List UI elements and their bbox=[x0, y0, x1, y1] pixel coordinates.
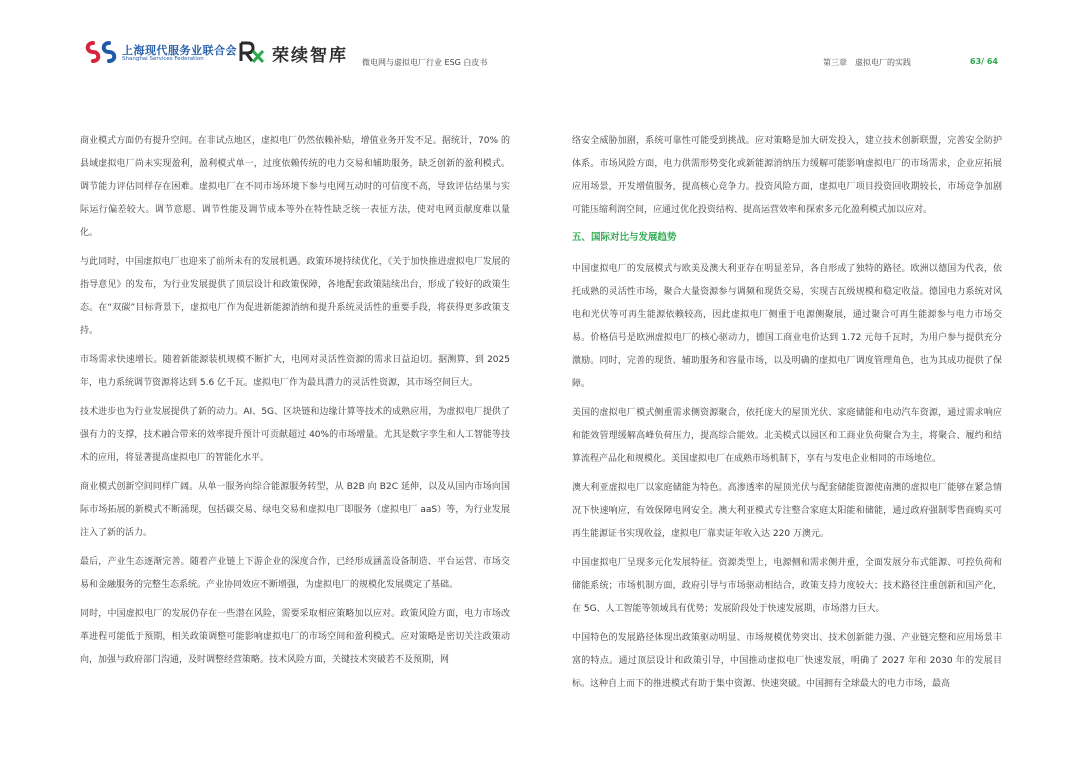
paragraph: 技术进步也为行业发展提供了新的动力。AI、5G、区块链和边缘计算等技术的成熟应用，为虚拟电厂提供了强有力的支撑，技术融合带来的效率提升预计可贡献超过 40%的市场增量。尤其是数字孪生和人工智能等技术的应用，将显著提高虚拟电厂的智能化水平。 bbox=[80, 407, 510, 463]
paragraph: 中国虚拟电厂的发展模式与欧美及澳大利亚存在明显差异，各自形成了独特的路径。欧洲以德国为代表，依托成熟的灵活性市场，聚合大量资源参与调频和现货交易，实现吉瓦级规模和稳定收益。德国电力系统对风电和光伏等可再生能源依赖较高，因此虚拟电厂侧重于电源侧聚展，通过聚合可再生能源参与电力市场交易。价格信号是欧洲虚拟电厂的核心驱动力，德国工商业电价达到 1.72 元每千瓦时，为用户参与提供充分激励。同时，完善的现货、辅助服务和容量市场，以及明确的虚拟电厂调度管理角色，也为其成功提供了保障。 bbox=[572, 264, 1002, 389]
paragraph: 市场需求快速增长。随着新能源装机规模不断扩大，电网对灵活性资源的需求日益迫切。据测算，到 2025 年，电力系统调节资源将达到 5.6 亿千瓦。虚拟电厂作为最具潜力的灵活性资源，其市场空间巨大。 bbox=[80, 355, 510, 388]
section-heading: 五、国际对比与发展趋势 bbox=[572, 232, 677, 243]
paragraph: 中国虚拟电厂呈现多元化发展特征。资源类型上，电源侧和需求侧并重，全面发展分布式能源、可控负荷和储能系统；市场机制方面，政府引导与市场驱动相结合，政策支持力度较大；技术路径注重创新和国产化，在 5G、人工智能等领域具有优势；发展阶段处于快速发展期，市场潜力巨大。 bbox=[572, 558, 1002, 614]
org-name: 上海现代服务业联合会 bbox=[122, 44, 237, 57]
federation-logo-icon bbox=[84, 40, 118, 64]
paragraph: 美国的虚拟电厂模式侧重需求侧资源聚合，依托庞大的屋顶光伏、家庭储能和电动汽车资源，通过需求响应和能效管理缓解高峰负荷压力，提高综合能效。北美模式以园区和工商业负荷聚合为主，将聚合、履约和结算流程产品化和规模化。美国虚拟电厂在成熟市场机制下，享有与发电企业相同的市场地位。 bbox=[572, 408, 1002, 464]
paragraph: 澳大利亚虚拟电厂以家庭储能为特色。高渗透率的屋顶光伏与配套储能资源使南澳的虚拟电厂能够在紧急情况下快速响应，有效保障电网安全。澳大利亚模式专注整合家庭太阳能和储能，通过政府强制零售商购买可再生能源证书实现收益，虚拟电厂靠卖证年收入达 220 万澳元。 bbox=[572, 483, 1002, 539]
org-subtitle: Shanghai Services Federation bbox=[122, 56, 204, 62]
paragraph: 与此同时，中国虚拟电厂也迎来了前所未有的发展机遇。政策环境持续优化，《关于加快推进虚拟电厂发展的指导意见》的发布，为行业发展提供了顶层设计和政策保障，各地配套政策陆续出台，形成了较好的政策生态。在“双碳”目标背景下，虚拟电厂作为促进新能源消纳和提升系统灵活性的重要手段，将获得更多政策支持。 bbox=[80, 257, 510, 336]
paragraph: 商业模式创新空间同样广阔。从单一服务向综合能源服务转型，从 B2B 向 B2C 延伸，以及从国内市场向国际市场拓展的新模式不断涌现，包括碳交易、绿电交易和虚拟电厂即服务（虚拟电厂 aaS）等，为行业发展注入了新的活力。 bbox=[80, 482, 510, 538]
brand-name: 荣续智库 bbox=[272, 46, 348, 66]
left-column bbox=[80, 130, 510, 678]
paragraph: 中国特色的发展路径体现出政策驱动明显、市场规模优势突出、技术创新能力强、产业链完整和应用场景丰富的特点。通过顶层设计和政策引导，中国推动虚拟电厂快速发展，明确了 2027 年和 2030 年的发展目标。这种自上而下的推进模式有助于集中资源、快速突破。中国拥有全球最大的电力市场，最高 bbox=[572, 633, 1002, 689]
document-title: 微电网与虚拟电厂行业 ESG 白皮书 bbox=[362, 58, 488, 67]
chapter-title: 第三章 虚拟电厂的实践 bbox=[823, 58, 911, 67]
page-number: 63/ 64 bbox=[970, 57, 998, 66]
page-header bbox=[0, 0, 1080, 80]
paragraph: 同时，中国虚拟电厂的发展仍存在一些潜在风险，需要采取相应策略加以应对。政策风险方面，电力市场改革进程可能低于预期，相关政策调整可能影响虚拟电厂的市场空间和盈利模式。应对策略是密切关注政策动向，加强与政府部门沟通，及时调整经营策略。技术风险方面，关键技术突破若不及预期，网 bbox=[80, 609, 510, 665]
paragraph: 商业模式方面仍有提升空间。在非试点地区，虚拟电厂仍然依赖补贴，增值业务开发不足。据统计，70% 的县域虚拟电厂尚未实现盈利，盈利模式单一，过度依赖传统的电力交易和辅助服务，缺乏创新的盈利模式。调节能力评估同样存在困难。虚拟电厂在不同市场环境下参与电网互动时的可信度不高，导致评估结果与实际运行偏差较大。调节意愿、调节性能及调节成本等外在特性缺乏统一表征方法，使对电网贡献度难以量化。 bbox=[80, 136, 510, 238]
paragraph: 络安全威胁加剧，系统可靠性可能受到挑战。应对策略是加大研发投入，建立技术创新联盟，完善安全防护体系。市场风险方面，电力供需形势变化或新能源消纳压力缓解可能影响虚拟电厂的市场需求，企业应拓展应用场景，开发增值服务，提高核心竞争力。投资风险方面，虚拟电厂项目投资回收期较长，市场竞争加剧可能压缩利润空间，应通过优化投资结构、提高运营效率和探索多元化盈利模式加以应对。 bbox=[572, 136, 1002, 215]
brand-rx-logo-icon bbox=[238, 40, 266, 64]
right-column bbox=[572, 130, 1002, 702]
paragraph: 最后，产业生态逐渐完善。随着产业链上下游企业的深度合作，已经形成涵盖设备制造、平台运营、市场交易和金融服务的完整生态系统。产业协同效应不断增强，为虚拟电厂的规模化发展奠定了基础。 bbox=[80, 557, 510, 590]
